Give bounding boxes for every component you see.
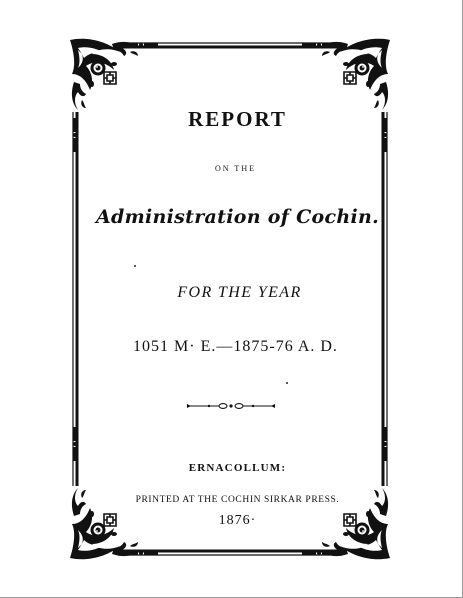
scroll-divider-icon [187, 404, 275, 409]
report-subject: Administration of Cochin. [95, 206, 380, 228]
ink-speck [286, 382, 288, 384]
publication-year: 1876· [218, 513, 257, 528]
ink-speck [134, 265, 136, 267]
report-period: 1051 M· E.—1875-76 A. D. [133, 338, 338, 355]
report-heading: REPORT [188, 107, 287, 131]
printer-imprint: PRINTED AT THE COCHIN SIRKAR PRESS. [135, 495, 340, 505]
connector-text: ON THE [215, 164, 256, 173]
period-label: FOR THE YEAR [177, 284, 302, 301]
corner-flourish-top-left-icon [70, 39, 140, 110]
corner-flourish-top-right-icon [320, 39, 390, 110]
place-of-publication: ERNACOLLUM: [188, 462, 287, 474]
